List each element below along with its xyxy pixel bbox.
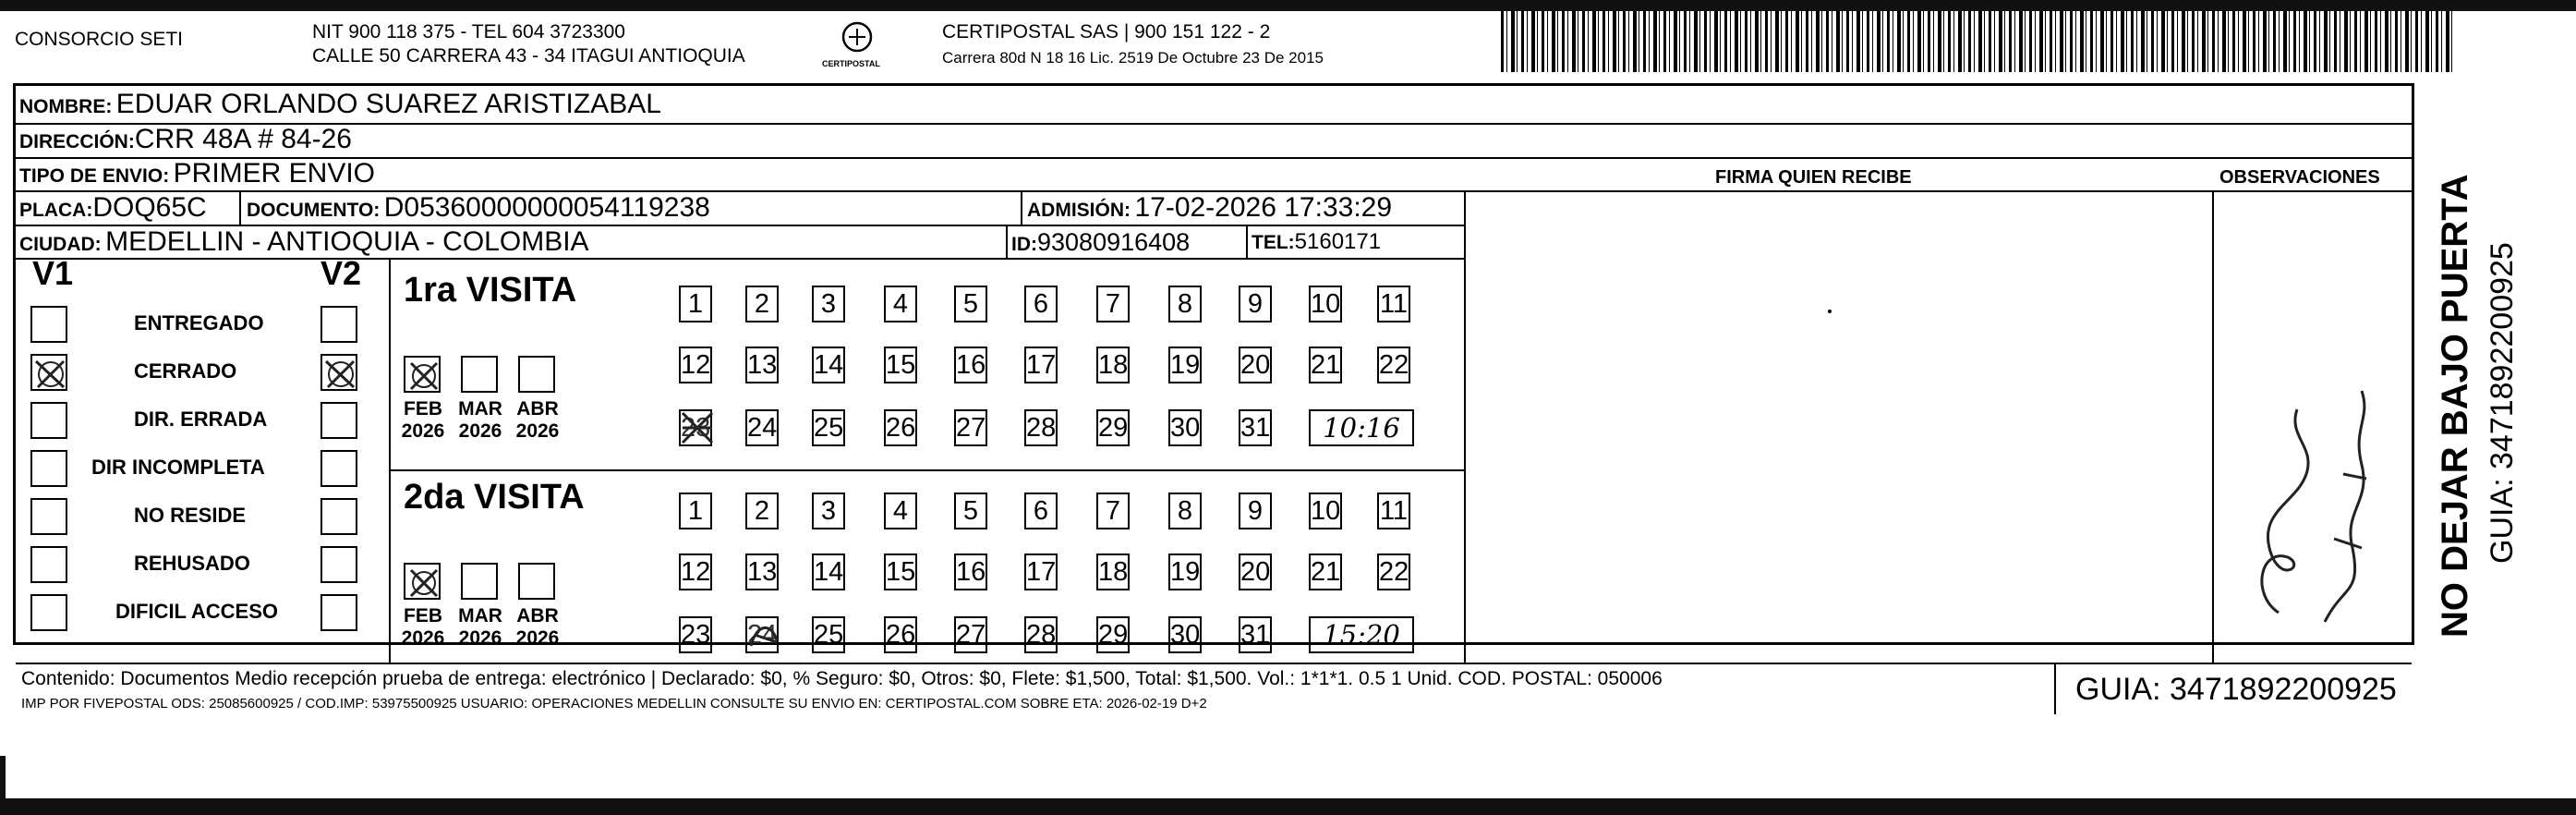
first-visit-month-checkbox[interactable]: [461, 356, 498, 393]
signature-dot: [1828, 310, 1832, 313]
v1-checkbox[interactable]: [30, 354, 67, 391]
recipient-address: CRR 48A # 84-26: [134, 124, 352, 154]
check-mark-icon: [32, 356, 69, 393]
second-visit-day[interactable]: 16: [954, 553, 987, 590]
doc-label: DOCUMENTO:: [247, 200, 381, 221]
top-border: [0, 0, 2576, 11]
first-visit-day[interactable]: 4: [884, 286, 917, 322]
first-visit-day[interactable]: 10: [1309, 286, 1342, 322]
first-visit-day[interactable]: 24: [745, 409, 779, 446]
first-visit-day[interactable]: 5: [954, 286, 987, 322]
first-visit-month-checkbox[interactable]: [404, 356, 441, 393]
first-visit-day[interactable]: 11: [1377, 286, 1410, 322]
second-visit-day[interactable]: 19: [1168, 553, 1202, 590]
company-name: CONSORCIO SETI: [15, 29, 184, 50]
check-mark-icon: [405, 358, 442, 395]
second-visit-day[interactable]: 23: [679, 616, 712, 653]
first-visit-day[interactable]: 6: [1024, 286, 1058, 322]
second-visit-day[interactable]: 25: [812, 616, 845, 653]
tel-value: 5160171: [1294, 229, 1382, 254]
id-label: ID:: [1011, 234, 1037, 255]
v2-checkbox[interactable]: [320, 354, 357, 391]
city: MEDELLIN - ANTIOQUIA - COLOMBIA: [105, 226, 589, 257]
observations-header: OBSERVACIONES: [2219, 167, 2380, 188]
first-visit-day[interactable]: 17: [1024, 347, 1058, 383]
first-visit-month-label: FEB 2026: [401, 398, 445, 442]
logo-text: CERTIPOSTAL: [822, 59, 880, 68]
first-visit-day[interactable]: 3: [812, 286, 845, 322]
second-visit-day[interactable]: 17: [1024, 553, 1058, 590]
first-visit-month-label: ABR 2026: [515, 398, 560, 442]
second-visit-day[interactable]: 24: [745, 616, 779, 653]
scan-edge-left: [0, 756, 6, 802]
certipostal-logo-icon: [836, 18, 878, 61]
side-guia: GUIA: 3471892200925: [2485, 242, 2520, 564]
address-label: DIRECCIÓN:: [19, 131, 135, 152]
first-visit-day[interactable]: 26: [884, 409, 917, 446]
first-visit-title: 1ra VISITA: [404, 271, 577, 310]
status-label: CERRADO: [134, 359, 237, 383]
v1-checkbox[interactable]: [30, 594, 67, 631]
second-visit-day[interactable]: 8: [1168, 493, 1202, 529]
second-visit-day[interactable]: 12: [679, 553, 712, 590]
nit-line: NIT 900 118 375 - TEL 604 3723300: [312, 21, 625, 43]
side-warning: NO DEJAR BAJO PUERTA: [2435, 174, 2475, 638]
status-label: DIR INCOMPLETA: [91, 456, 265, 479]
second-visit-day[interactable]: 22: [1377, 553, 1410, 590]
v1-checkbox[interactable]: [30, 498, 67, 535]
plate: DOQ65C: [92, 192, 207, 223]
second-visit-day[interactable]: 31: [1239, 616, 1272, 653]
type-label: TIPO DE ENVIO:: [19, 165, 170, 187]
second-visit-time-handwritten: 15:20: [1309, 616, 1414, 653]
second-visit-day[interactable]: 6: [1024, 493, 1058, 529]
first-visit-day[interactable]: 18: [1096, 347, 1130, 383]
first-visit-day[interactable]: 20: [1239, 347, 1272, 383]
name-label: NOMBRE:: [19, 96, 113, 117]
handwritten-signature: [2223, 363, 2399, 640]
second-visit-day[interactable]: 15: [884, 553, 917, 590]
v2-label: V2: [320, 254, 362, 292]
certipostal-line: CERTIPOSTAL SAS | 900 151 122 - 2: [942, 21, 1271, 43]
first-visit-day[interactable]: 21: [1309, 347, 1342, 383]
second-visit-day[interactable]: 26: [884, 616, 917, 653]
first-visit-month-checkbox[interactable]: [518, 356, 555, 393]
second-visit-month-checkbox[interactable]: [461, 563, 498, 600]
first-visit-day[interactable]: 27: [954, 409, 987, 446]
first-visit-day[interactable]: 12: [679, 347, 712, 383]
second-visit-day[interactable]: 18: [1096, 553, 1130, 590]
second-visit-day[interactable]: 9: [1239, 493, 1272, 529]
address-line: CALLE 50 CARRERA 43 - 34 ITAGUI ANTIOQUIA: [312, 45, 745, 67]
first-visit-day[interactable]: 9: [1239, 286, 1272, 322]
second-visit-day[interactable]: 28: [1024, 616, 1058, 653]
first-visit-day[interactable]: 22: [1377, 347, 1410, 383]
content-line: Contenido: Documentos Medio recepción prueba de entrega: electrónico | Declarado: $0, % Seguro: $0, Otros: $0, Flete: $1,500, Total: $1,500. Vol.: 1*1*1. 0.5 1 Unid. COD. POSTAL: 050006: [21, 668, 1663, 689]
second-visit-day[interactable]: 10: [1309, 493, 1342, 529]
v1-checkbox[interactable]: [30, 450, 67, 487]
second-visit-day[interactable]: 1: [679, 493, 712, 529]
v2-checkbox[interactable]: [320, 450, 357, 487]
status-label: DIR. ERRADA: [134, 408, 268, 431]
first-visit-month-label: MAR 2026: [458, 398, 502, 442]
document: D05360000000054119238: [383, 192, 710, 223]
first-visit-day[interactable]: 2: [745, 286, 779, 322]
second-visit-day[interactable]: 5: [954, 493, 987, 529]
second-visit-month-checkbox[interactable]: [518, 563, 555, 600]
first-visit-day-mark-icon: [677, 408, 718, 448]
id-value: 93080916408: [1037, 228, 1191, 256]
second-visit-day[interactable]: 7: [1096, 493, 1130, 529]
first-visit-day[interactable]: 28: [1024, 409, 1058, 446]
first-visit-day[interactable]: 13: [745, 347, 779, 383]
first-visit-day[interactable]: 1: [679, 286, 712, 322]
status-label: NO RESIDE: [134, 504, 247, 527]
status-label: DIFICIL ACCESO: [115, 600, 279, 623]
check-mark-icon: [405, 565, 442, 602]
v2-checkbox[interactable]: [320, 402, 357, 439]
signature-header: FIRMA QUIEN RECIBE: [1715, 167, 1912, 188]
second-visit-day[interactable]: 21: [1309, 553, 1342, 590]
v1-checkbox[interactable]: [30, 546, 67, 583]
tel-label: TEL:: [1252, 232, 1295, 253]
second-visit-day[interactable]: 20: [1239, 553, 1272, 590]
check-mark-icon: [322, 356, 359, 393]
v1-checkbox[interactable]: [30, 306, 67, 343]
second-visit-month-checkbox[interactable]: [404, 563, 441, 600]
first-visit-day[interactable]: 29: [1096, 409, 1130, 446]
barcode: [1501, 11, 2452, 72]
shipping-form: [13, 83, 2414, 712]
v1-checkbox[interactable]: [30, 402, 67, 439]
second-visit-day[interactable]: 4: [884, 493, 917, 529]
first-visit-day[interactable]: 14: [812, 347, 845, 383]
first-visit-day[interactable]: 30: [1168, 409, 1202, 446]
first-visit-day[interactable]: 25: [812, 409, 845, 446]
status-label: REHUSADO: [134, 552, 250, 575]
v1-label: V1: [32, 254, 74, 292]
second-visit-day-mark-icon: [744, 614, 784, 655]
v2-checkbox[interactable]: [320, 306, 357, 343]
shipping-type: PRIMER ENVIO: [173, 158, 376, 189]
first-visit-day[interactable]: 23: [679, 409, 712, 446]
first-visit-time-handwritten: 10:16: [1309, 409, 1414, 446]
second-visit-month-label: FEB 2026: [401, 605, 445, 649]
second-visit-day[interactable]: 14: [812, 553, 845, 590]
second-visit-day[interactable]: 30: [1168, 616, 1202, 653]
admission-label: ADMISIÓN:: [1027, 200, 1131, 221]
second-visit-day[interactable]: 3: [812, 493, 845, 529]
admission: 17-02-2026 17:33:29: [1134, 192, 1393, 223]
status-label: ENTREGADO: [134, 311, 264, 335]
first-visit-day[interactable]: 7: [1096, 286, 1130, 322]
first-visit-day[interactable]: 31: [1239, 409, 1272, 446]
plate-label: PLACA:: [19, 200, 93, 221]
v2-checkbox[interactable]: [320, 498, 357, 535]
city-label: CIUDAD:: [19, 234, 102, 255]
second-visit-day[interactable]: 13: [745, 553, 779, 590]
recipient-name: EDUAR ORLANDO SUAREZ ARISTIZABAL: [115, 89, 661, 119]
first-visit-day[interactable]: 15: [884, 347, 917, 383]
second-visit-day[interactable]: 29: [1096, 616, 1130, 653]
second-visit-title: 2da VISITA: [404, 478, 585, 517]
v2-checkbox[interactable]: [320, 594, 357, 631]
imp-line: IMP POR FIVEPOSTAL ODS: 25085600925 / COD.IMP: 53975500925 USUARIO: OPERACIONES MEDELLIN CONSULTE SU ENVIO EN: CERTIPOSTAL.COM SOBRE ETA: 2026-02-19 D+2: [21, 696, 1207, 712]
second-visit-day[interactable]: 11: [1377, 493, 1410, 529]
second-visit-month-label: MAR 2026: [458, 605, 502, 649]
first-visit-day[interactable]: 8: [1168, 286, 1202, 322]
scan-edge-bottom: [0, 798, 2576, 815]
footer-guia: GUIA: 3471892200925: [2075, 672, 2397, 707]
second-visit-day[interactable]: 2: [745, 493, 779, 529]
second-visit-month-label: ABR 2026: [515, 605, 560, 649]
first-visit-day[interactable]: 16: [954, 347, 987, 383]
second-visit-day[interactable]: 27: [954, 616, 987, 653]
v2-checkbox[interactable]: [320, 546, 357, 583]
first-visit-day[interactable]: 19: [1168, 347, 1202, 383]
license-line: Carrera 80d N 18 16 Lic. 2519 De Octubre 23 De 2015: [942, 49, 1324, 67]
